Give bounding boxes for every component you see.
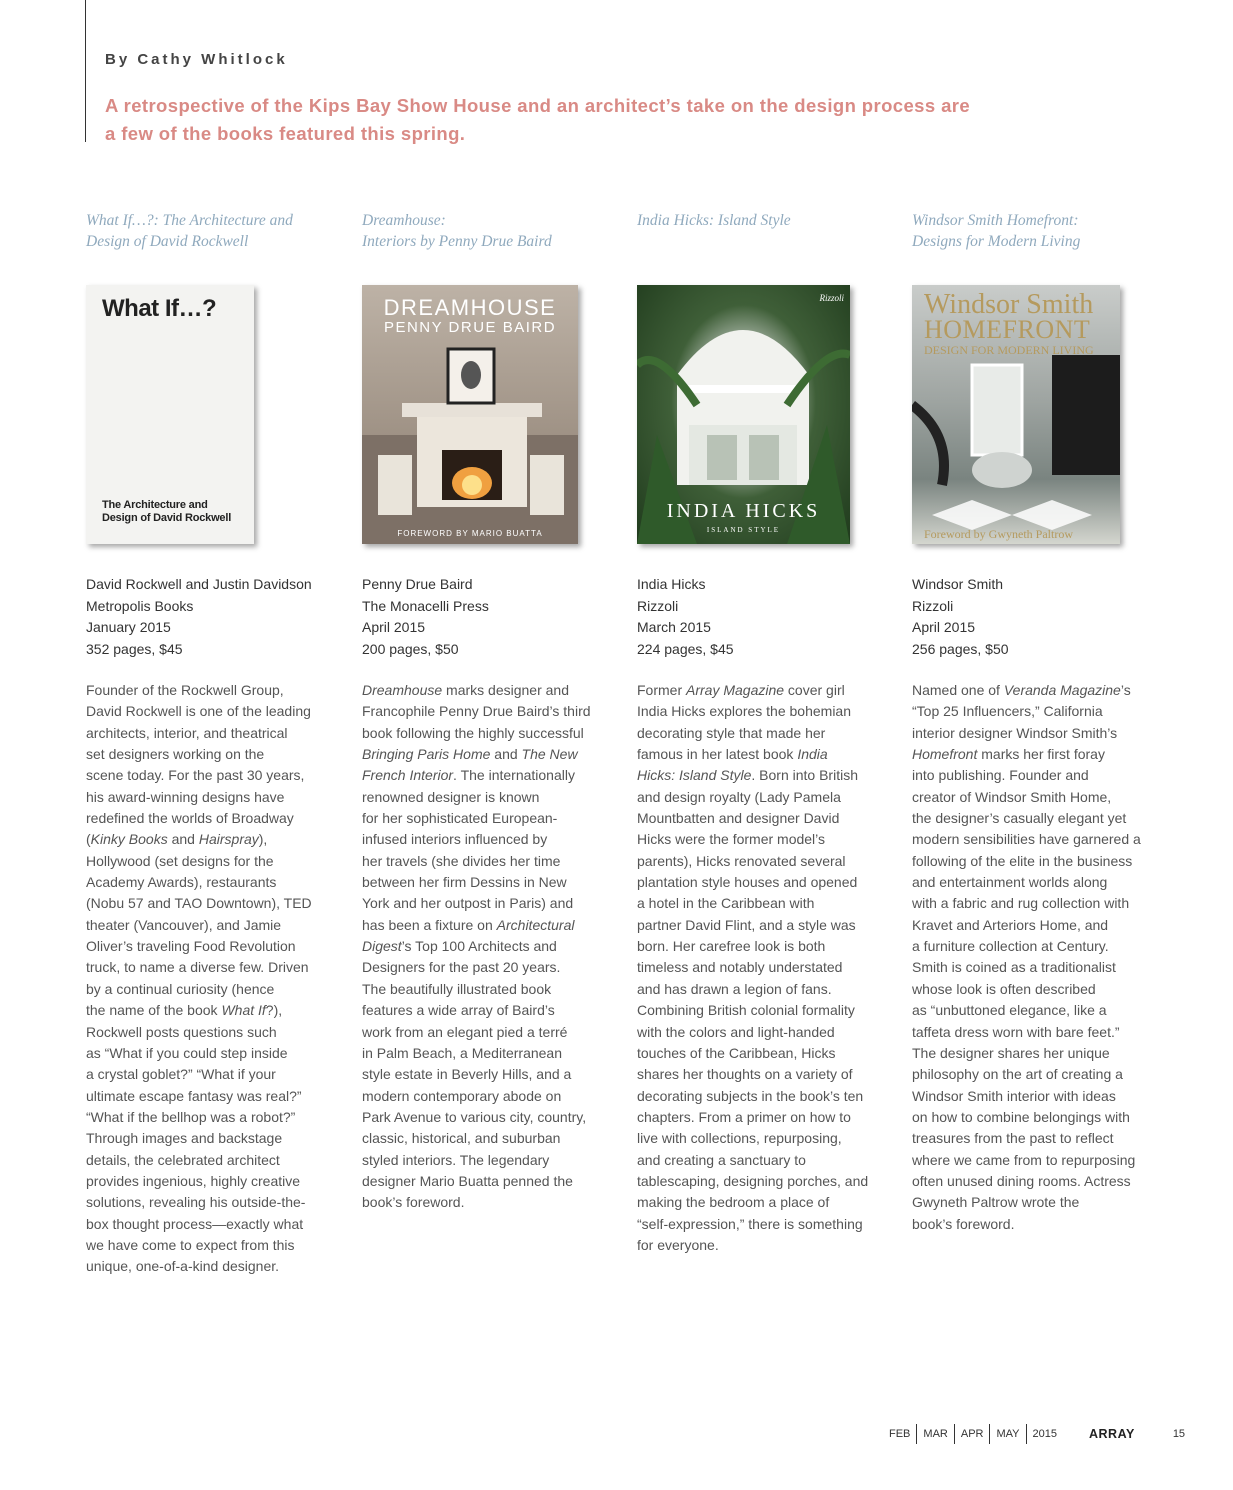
review-line: a crystal goblet?” “What if your (86, 1066, 276, 1083)
review-line: modern contemporary abode on (362, 1087, 562, 1104)
review-line: his award-winning designs have (86, 788, 285, 805)
review-line: truck, to name a diverse few. Driven (86, 959, 309, 976)
review-line: parents), Hicks renovated several (637, 852, 846, 869)
review-line: Mountbatten and designer David (637, 810, 840, 827)
cover-foreword: Foreword by Gwyneth Paltrow (924, 527, 1073, 541)
book-meta (912, 574, 1009, 660)
author: India Hicks (637, 576, 706, 592)
review-line: has been a fixture on Architectural (362, 916, 575, 933)
review-line: as “unbuttoned elegance, like a (912, 1002, 1107, 1019)
review-line: Founder of the Rockwell Group, (86, 682, 284, 698)
review-line: infused interiors influenced by (362, 831, 548, 848)
issue-month: APR (954, 1424, 990, 1444)
review-line: making the bedroom a place of (637, 1194, 830, 1211)
cover-author: Windsor Smith (924, 289, 1094, 320)
review-line: timeless and notably understated (637, 959, 843, 976)
review-line: Hicks were the former model’s (637, 831, 826, 848)
review-line: and entertainment worlds along (912, 874, 1108, 891)
pub-date: January 2015 (86, 619, 171, 635)
pages-price: 200 pages, $50 (362, 640, 459, 657)
review-line: famous in her latest book India (637, 746, 828, 763)
book-column-dreamhouse (362, 208, 618, 1211)
review-line: Homefront marks her first foray (912, 746, 1105, 763)
review-line: Academy Awards), restaurants (86, 874, 277, 891)
issue-year: 2015 (1026, 1424, 1063, 1444)
review-line: scene today. For the past 30 years, (86, 767, 305, 784)
book-meta (637, 574, 734, 660)
review-line: for everyone. (637, 1236, 719, 1253)
review-line: and has drawn a legion of fans. (637, 980, 832, 997)
review-line: on how to combine belongings with (912, 1108, 1130, 1125)
book-column-homefront (912, 208, 1168, 1232)
book-column-india-hicks (637, 208, 893, 1253)
book-meta (86, 574, 312, 660)
book-column-what-if (86, 208, 342, 1275)
review-line: set designers working on the (86, 746, 265, 763)
review-line: Through images and backstage (86, 1130, 283, 1147)
review-line: into publishing. Founder and (912, 767, 1089, 784)
book-review (637, 680, 893, 1256)
publisher: Metropolis Books (86, 597, 194, 614)
vertical-rule (85, 0, 86, 142)
publisher: Rizzoli (637, 597, 679, 614)
book-title: Dreamhouse: Interiors by Penny Drue Baird (362, 212, 552, 250)
issue-month: MAY (989, 1424, 1025, 1444)
review-line: chapters. From a primer on how to (637, 1108, 851, 1125)
review-line: details, the celebrated architect (86, 1151, 280, 1168)
review-line: whose look is often described (912, 980, 1096, 997)
review-line: taffeta dress worn with bare feet.” (912, 1023, 1120, 1040)
review-line: Park Avenue to various city, country, (362, 1108, 587, 1125)
byline: By Cathy Whitlock (105, 51, 288, 68)
pub-date: April 2015 (362, 619, 426, 635)
cover-subtitle: DESIGN FOR MODERN LIVING (924, 343, 1094, 357)
cover-foreword: FOREWORD BY MARIO BUATTA (397, 529, 543, 538)
review-line: treasures from the past to reflect (912, 1130, 1114, 1147)
cover-title: What If…? (102, 295, 217, 322)
review-line: Named one of Veranda Magazine’s (912, 682, 1131, 698)
review-line: renowned designer is known (362, 788, 540, 805)
review-line: redefined the worlds of Broadway (86, 810, 294, 827)
review-line: where we came from to repurposing (912, 1151, 1136, 1168)
review-line: style estate in Beverly Hills, and a (362, 1066, 572, 1083)
review-line: box thought process—exactly what (86, 1215, 304, 1232)
review-line: following of the elite in the business (912, 852, 1133, 869)
review-line: Windsor Smith interior with ideas (912, 1087, 1116, 1104)
review-line: by a continual curiosity (hence (86, 980, 275, 997)
review-line: philosophy on the art of creating a (912, 1066, 1123, 1083)
review-line: (Nobu 57 and TAO Downtown), TED (86, 895, 312, 912)
pages-price: 352 pages, $45 (86, 640, 183, 657)
review-line: Hollywood (set designs for the (86, 852, 274, 869)
author: Windsor Smith (912, 576, 1004, 592)
review-line: Smith is coined as a traditionalist (912, 959, 1116, 976)
review-line: the name of the book What If?), (86, 1002, 283, 1019)
book-review (86, 680, 342, 1278)
review-line: Combining British colonial formality (637, 1002, 855, 1019)
review-line: David Rockwell is one of the leading (86, 703, 311, 720)
review-line: with the colors and light-handed (637, 1023, 835, 1040)
review-line: Francophile Penny Drue Baird’s third (362, 703, 591, 720)
review-line: provides ingenious, highly creative (86, 1172, 301, 1189)
review-line: Gwyneth Paltrow wrote the (912, 1194, 1080, 1211)
review-line: touches of the Caribbean, Hicks (637, 1044, 836, 1061)
review-line: Former Array Magazine cover girl (637, 682, 845, 698)
publisher: Rizzoli (912, 597, 954, 614)
pub-date: April 2015 (912, 619, 976, 635)
publisher-logo: Rizzoli (819, 293, 844, 303)
review-line: classic, historical, and suburban (362, 1130, 561, 1147)
cover-title: HOMEFRONT (924, 315, 1091, 344)
review-line: interior designer Windsor Smith’s (912, 724, 1118, 741)
review-line: styled interiors. The legendary (362, 1151, 550, 1168)
review-line: book following the highly successful (362, 724, 584, 741)
review-line: book’s foreword. (912, 1215, 1015, 1232)
issue-month: MAR (916, 1424, 953, 1444)
review-line: the designer’s casually elegant yet (912, 810, 1127, 827)
review-line: The beautifully illustrated book (362, 980, 552, 997)
review-line: partner David Flint, and a style was (637, 916, 856, 933)
pub-date: March 2015 (637, 619, 711, 635)
cover-subtitle: The Architecture and Design of David Rockwell (102, 499, 232, 524)
review-line: India Hicks explores the bohemian (637, 703, 852, 720)
review-line: designer Mario Buatta penned the (362, 1172, 573, 1189)
review-line: live with collections, repurposing, (637, 1130, 842, 1147)
book-review (912, 680, 1168, 1235)
book-cover-dreamhouse (362, 285, 578, 544)
review-line: The designer shares her unique (912, 1044, 1110, 1061)
review-line: architects, interior, and theatrical (86, 724, 288, 741)
review-line: theater (Vancouver), and Jamie (86, 916, 282, 933)
publisher: The Monacelli Press (362, 597, 489, 614)
review-line: born. Her carefree look is both (637, 938, 826, 955)
review-line: plantation style houses and opened (637, 874, 858, 891)
author: David Rockwell and Justin Davidson (86, 576, 312, 592)
review-line: and creating a sanctuary to (637, 1151, 806, 1168)
review-line: in Palm Beach, a Mediterranean (362, 1044, 562, 1061)
review-line: Dreamhouse marks designer and (362, 682, 569, 698)
review-line: Bringing Paris Home and The New (362, 746, 578, 763)
review-line: features a wide array of Baird’s (362, 1002, 555, 1019)
review-line: solutions, revealing his outside-the- (86, 1194, 306, 1211)
review-line: decorating style that made her (637, 724, 826, 741)
cover-title: DREAMHOUSE (383, 295, 557, 320)
cover-title: INDIA HICKS (666, 500, 821, 522)
review-line: Hicks: Island Style. Born into British (637, 767, 858, 784)
review-line: often unused dining rooms. Actress (912, 1172, 1131, 1189)
review-line: between her firm Dessins in New (362, 874, 567, 891)
review-line: book’s foreword. (362, 1194, 465, 1211)
review-line: for her sophisticated European- (362, 810, 558, 827)
review-line: Digest’s Top 100 Architects and (362, 938, 557, 955)
review-line: “self-expression,” there is something (637, 1215, 863, 1232)
review-line: shares her thoughts on a variety of (637, 1066, 853, 1083)
article-dek: A retrospective of the Kips Bay Show House and an architect’s take on the design process are a few of the books featured this spring. (105, 95, 971, 144)
review-line: “Top 25 Influencers,” California (912, 703, 1103, 720)
review-line: unique, one-of-a-kind designer. (86, 1258, 280, 1275)
review-line: (Kinky Books and Hairspray), (86, 831, 268, 848)
review-line: “What if the bellhop was a robot?” (86, 1108, 296, 1125)
review-line: decorating subjects in the book’s ten (637, 1087, 864, 1104)
pages-price: 256 pages, $50 (912, 640, 1009, 657)
issue-month: FEB (889, 1428, 911, 1440)
review-line: and design royalty (Lady Pamela (637, 788, 841, 805)
cover-author: PENNY DRUE BAIRD (383, 319, 557, 336)
book-meta (362, 574, 489, 660)
page-number: 15 (1172, 1428, 1186, 1440)
book-cover-homefront (912, 285, 1120, 544)
book-review (362, 680, 618, 1214)
review-line: York and her outpost in Paris) and (362, 895, 574, 912)
page-footer (886, 1424, 1185, 1444)
review-line: French Interior. The internationally (362, 767, 575, 784)
review-line: a furniture collection at Century. (912, 938, 1109, 955)
book-title: What If…?: The Architecture and Design of David Rockwell (86, 212, 293, 250)
pages-price: 224 pages, $45 (637, 640, 734, 657)
author: Penny Drue Baird (362, 576, 473, 592)
review-line: Rockwell posts questions such (86, 1023, 277, 1040)
review-line: tablescaping, designing porches, and (637, 1172, 869, 1189)
review-line: her travels (she divides her time (362, 852, 561, 869)
book-title: Windsor Smith Homefront: Designs for Modern Living (912, 212, 1081, 250)
review-line: modern sensibilities have garnered a (912, 831, 1141, 848)
review-line: a hotel in the Caribbean with (637, 895, 815, 912)
book-cover-what-if (86, 285, 254, 544)
review-line: Designers for the past 20 years. (362, 959, 561, 976)
magazine-name: ARRAY (1089, 1427, 1135, 1441)
review-line: with a fabric and rug collection with (912, 895, 1130, 912)
review-line: ultimate escape fantasy was real?” (86, 1087, 302, 1104)
book-cover-india-hicks (637, 285, 850, 544)
review-line: work from an elegant pied a terré (362, 1023, 568, 1040)
book-title: India Hicks: Island Style (637, 212, 791, 229)
review-line: Oliver’s traveling Food Revolution (86, 938, 296, 955)
cover-subtitle: ISLAND STYLE (706, 526, 781, 534)
review-line: creator of Windsor Smith Home, (912, 788, 1112, 805)
review-line: we have come to expect from this (86, 1236, 295, 1253)
review-line: Kravet and Arteriors Home, and (912, 916, 1109, 933)
review-line: as “What if you could step inside (86, 1044, 288, 1061)
